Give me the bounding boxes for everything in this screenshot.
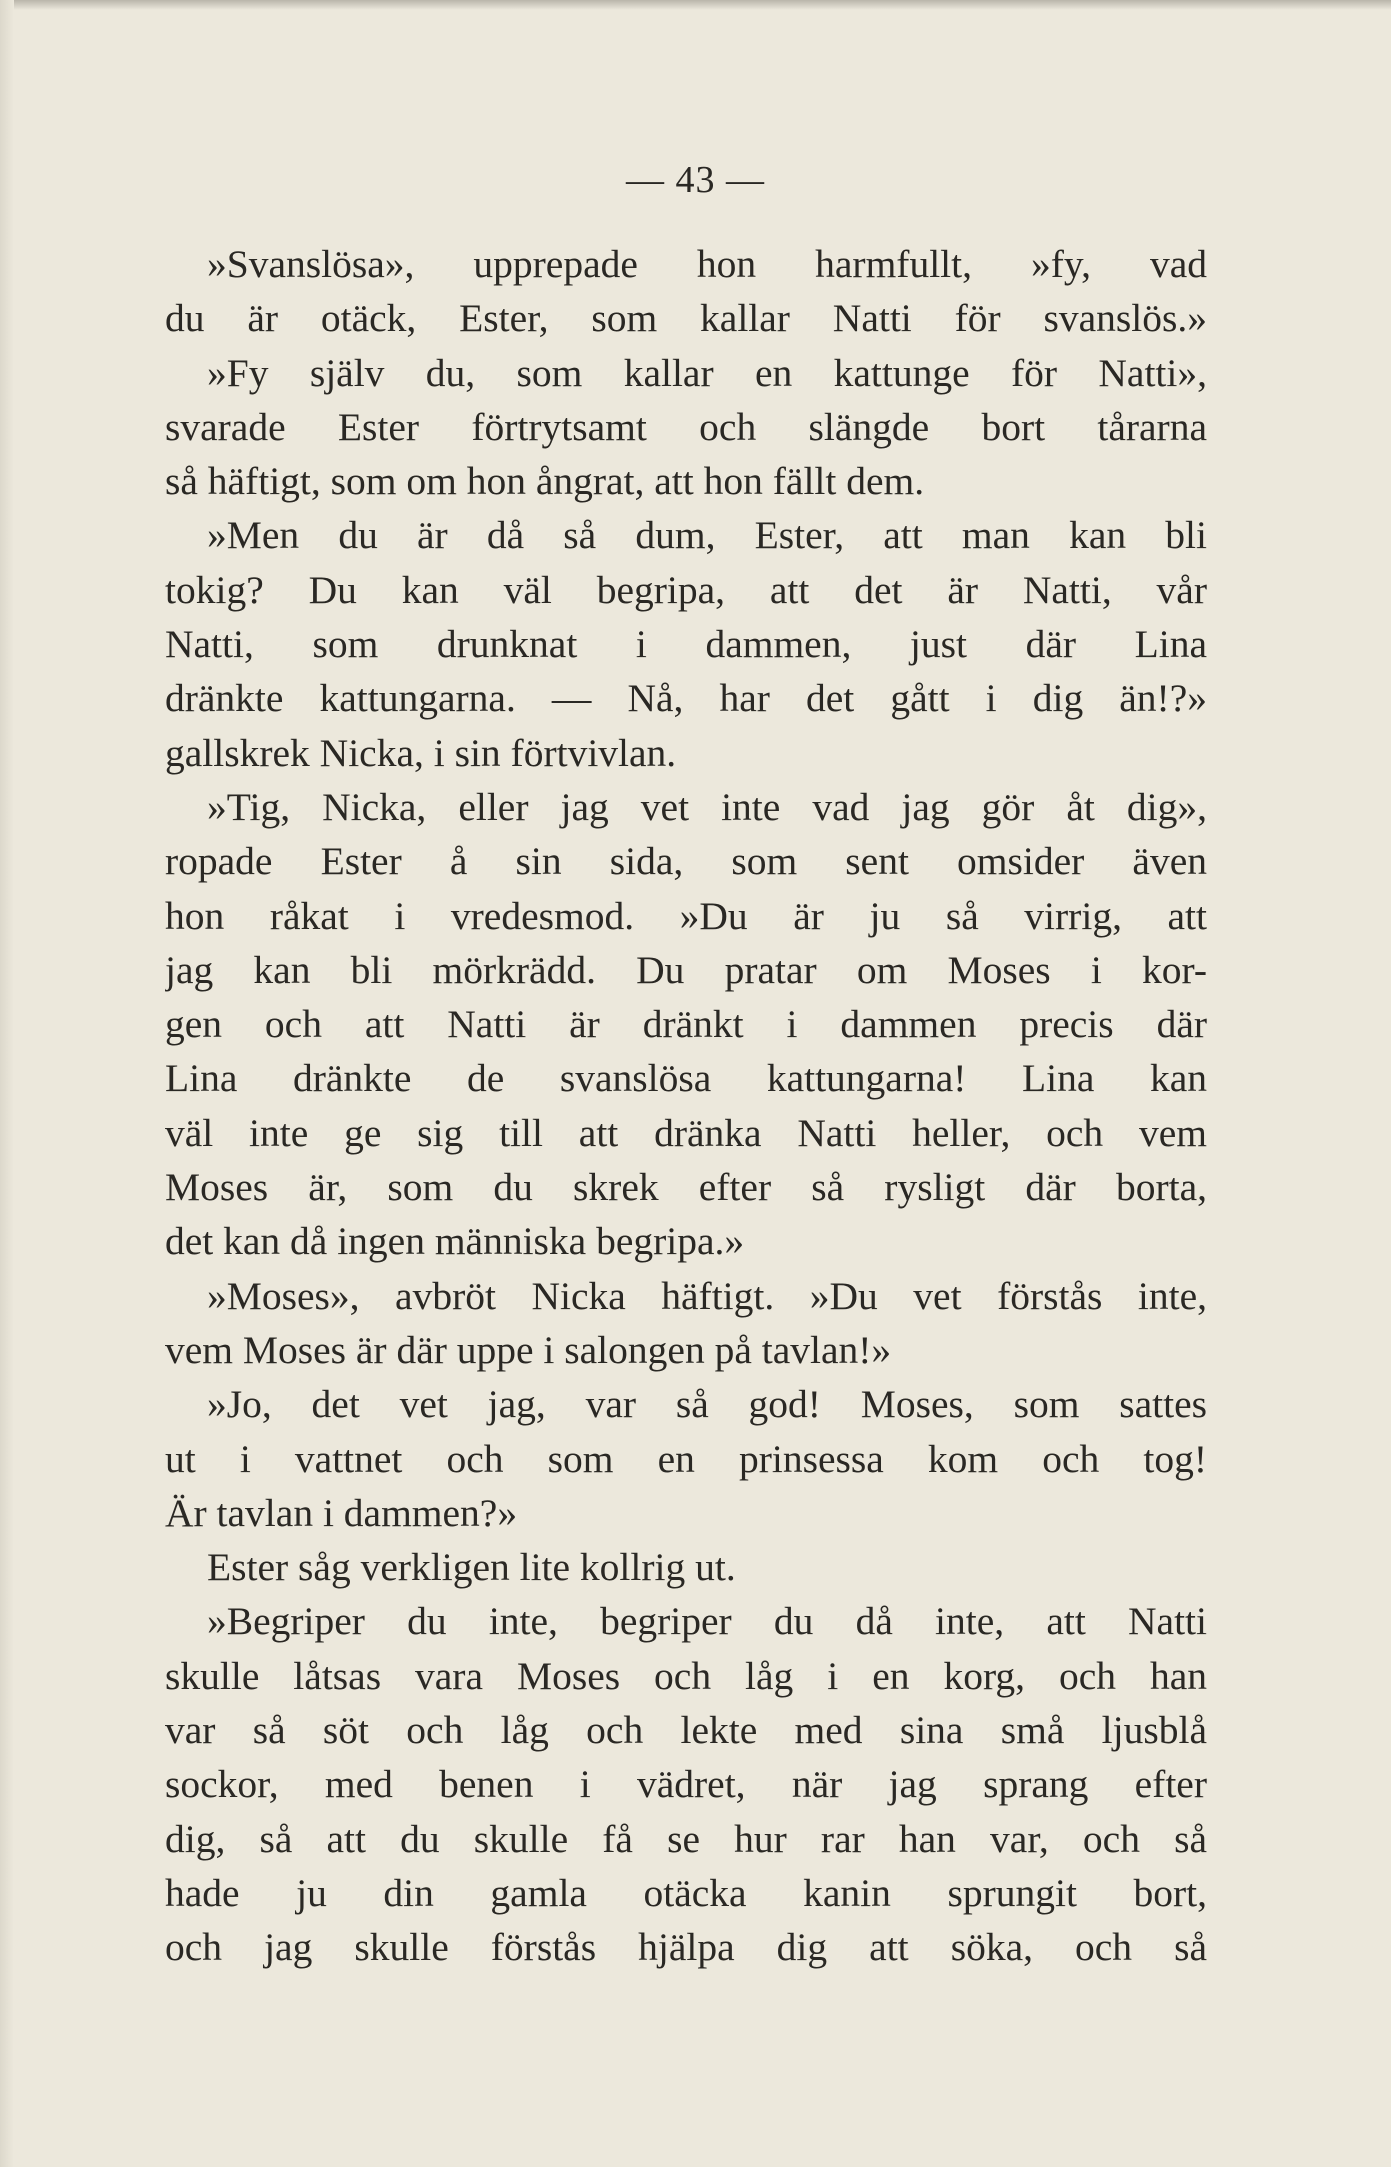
text-line: tokig? Du kan väl begripa, att det är Natti, vår <box>165 567 1207 612</box>
text-line: »Fy själv du, som kallar en kattunge för Natti», <box>207 350 1207 395</box>
text-line: så häftigt, som om hon ångrat, att hon fällt dem. <box>165 459 925 504</box>
text-line: »Men du är då så dum, Ester, att man kan bli <box>207 513 1207 558</box>
text-line: gallskrek Nicka, i sin förtvivlan. <box>165 730 677 775</box>
text-line: ut i vattnet och som en prinsessa kom och tog! <box>165 1436 1207 1481</box>
body-text <box>165 237 1207 1975</box>
text-line: hade ju din gamla otäcka kanin sprungit bort, <box>165 1870 1207 1915</box>
text-line: du är otäck, Ester, som kallar Natti för svanslös.» <box>165 296 1207 341</box>
text-line: svarade Ester förtrytsamt och slängde bort tårarna <box>165 404 1207 449</box>
text-line: dränkte kattungarna. — Nå, har det gått i dig än!?» <box>165 676 1207 721</box>
text-line: vem Moses är där uppe i salongen på tavlan!» <box>165 1327 892 1372</box>
text-line: skulle låtsas vara Moses och låg i en korg, och han <box>165 1653 1207 1698</box>
text-line: »Svanslösa», upprepade hon harmfullt, »fy, vad <box>207 242 1207 286</box>
text-line: »Tig, Nicka, eller jag vet inte vad jag gör åt dig», <box>207 784 1207 829</box>
text-line: sockor, med benen i vädret, när jag sprang efter <box>165 1762 1207 1807</box>
text-line: Ester såg verkligen lite kollrig ut. <box>207 1545 736 1590</box>
text-line: »Begriper du inte, begriper du då inte, att Natti <box>207 1599 1207 1644</box>
text-line: »Moses», avbröt Nicka häftigt. »Du vet förstås inte, <box>207 1273 1207 1318</box>
text-line: Natti, som drunknat i dammen, just där Lina <box>165 622 1207 667</box>
text-line: jag kan bli mörkrädd. Du pratar om Moses i kor- <box>165 947 1207 992</box>
text-line: »Jo, det vet jag, var så god! Moses, som sattes <box>207 1382 1207 1427</box>
text-line: och jag skulle förstås hjälpa dig att söka, och så <box>165 1925 1207 1970</box>
text-line: Moses är, som du skrek efter så rysligt där borta, <box>165 1165 1207 1210</box>
page-number: — 43 — <box>626 159 765 201</box>
text-line: det kan då ingen människa begripa.» <box>165 1219 745 1264</box>
page-binding-edge <box>0 0 14 2167</box>
page-top-edge <box>0 0 1391 10</box>
text-line: dig, så att du skulle få se hur rar han var, och så <box>165 1816 1207 1861</box>
text-line: Lina dränkte de svanslösa kattungarna! Lina kan <box>165 1056 1207 1101</box>
text-line: Är tavlan i dammen?» <box>165 1490 518 1535</box>
text-line: väl inte ge sig till att dränka Natti heller, och vem <box>165 1110 1207 1155</box>
text-line: gen och att Natti är dränkt i dammen precis där <box>165 1002 1207 1047</box>
text-line: hon råkat i vredesmod. »Du är ju så virrig, att <box>165 893 1207 938</box>
text-line: var så söt och låg och lekte med sina små ljusblå <box>165 1708 1207 1753</box>
text-line: ropade Ester å sin sida, som sent omsider även <box>165 839 1207 884</box>
